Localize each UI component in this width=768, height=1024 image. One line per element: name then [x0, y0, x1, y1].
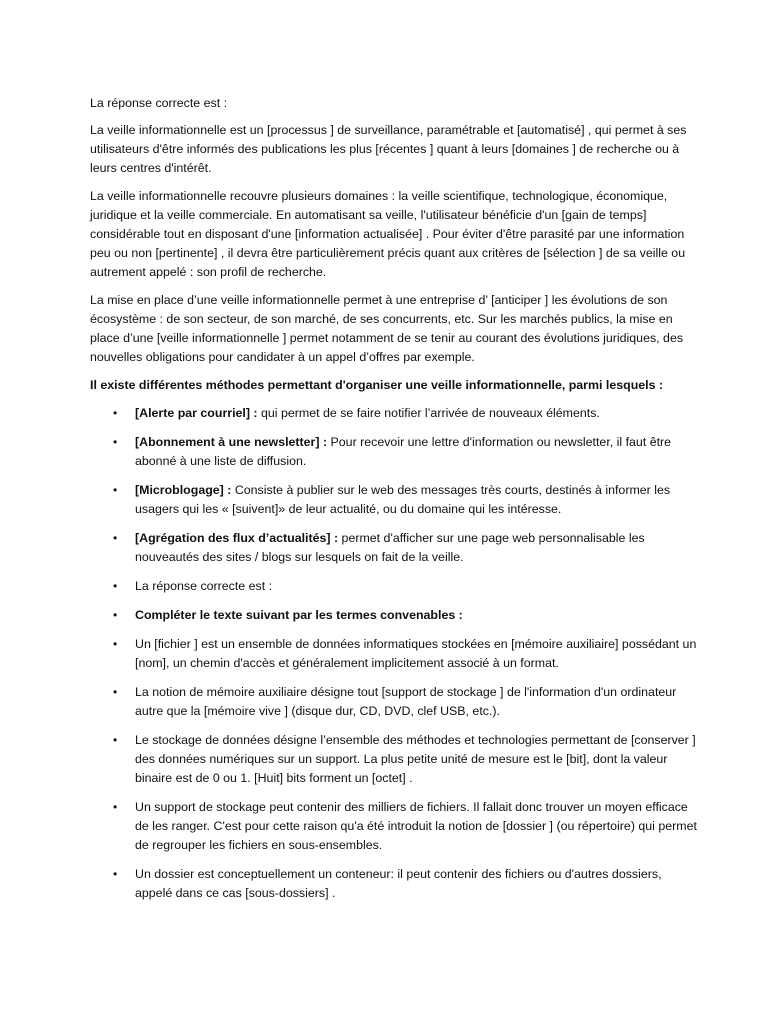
- list-item-term: [Agrégation des flux d’actualités] :: [135, 531, 339, 545]
- methods-heading: Il existe différentes méthodes permettant d'organiser une veille informationnelle, parmi lesquels :: [90, 378, 664, 392]
- list-item-text: Un support de stockage peut contenir des milliers de fichiers. Il fallait donc trouver un moyen efficace de les ranger. C'est pour cette raison qu'a été introduit la notion de [dossier ] (ou répertoire) qui permet de regrouper les fichiers en sous-ensembles.: [135, 800, 697, 852]
- list-item: [90, 433, 698, 471]
- list-item: [90, 731, 698, 788]
- list-item: [90, 635, 698, 673]
- list-item-text: Un dossier est conceptuellement un conteneur: il peut contenir des fichiers ou d'autres dossiers, appelé dans ce cas [sous-dossiers] .: [135, 867, 662, 900]
- list-item: [90, 577, 698, 596]
- list-item: [90, 481, 698, 519]
- list-item: [90, 865, 698, 903]
- list-item: [90, 606, 698, 625]
- paragraph-veille-definition: La veille informationnelle est un [processus ] de surveillance, paramétrable et [automatisé] , qui permet à ses utilisateurs d'être informés des publications les plus [récentes ] quant à leurs [domaines ] de recherche ou à leurs centres d'intérêt.: [90, 123, 687, 175]
- list-item-text: Consiste à publier sur le web des messages très courts, destinés à informer les usagers qui les « [suivent]» de leur actualité, ou du domaine qui les intéresse.: [135, 483, 671, 516]
- list-item-text: La notion de mémoire auxiliaire désigne tout [support de stockage ] de l'information d'un ordinateur autre que la [mémoire vive ] (disque dur, CD, DVD, clef USB, etc.).: [135, 685, 677, 718]
- list-item-text: La réponse correcte est :: [135, 579, 273, 593]
- list-item-text: Pour recevoir une lettre d'information ou newsletter, il faut être abonné à une liste de diffusion.: [135, 435, 672, 468]
- list-item: [90, 529, 698, 567]
- list-item-term: Compléter le texte suivant par les termes convenables :: [135, 608, 463, 622]
- list-item-text: permet d'afficher sur une page web personnalisable les nouveautés des sites / blogs sur lesquels on fait de la veille.: [135, 531, 645, 564]
- list-item-text: Le stockage de données désigne l’ensemble des méthodes et technologies permettant de [conserver ] des données numériques sur un support. La plus petite unité de mesure est le [bit], dont la valeur binaire est de 0 ou 1. [Huit] bits forment un [octet] .: [135, 733, 696, 785]
- list-item: [90, 683, 698, 721]
- list-item: [90, 404, 698, 423]
- list-item: [90, 798, 698, 855]
- list-item-term: [Alerte par courriel] :: [135, 406, 258, 420]
- list-item-term: [Abonnement à une newsletter] :: [135, 435, 328, 449]
- intro-heading: La réponse correcte est :: [90, 96, 228, 110]
- list-item-text: Un [fichier ] est un ensemble de données informatiques stockées en [mémoire auxiliaire] possédant un [nom], un chemin d'accès et généralement implicitement associé à un format.: [135, 637, 697, 670]
- list-item-term: [Microblogage] :: [135, 483, 232, 497]
- paragraph-veille-entreprise: La mise en place d’une veille informationnelle permet à une entreprise d’ [anticiper ] les évolutions de son écosystème : de son secteur, de son marché, de ses concurrents, etc. Sur les marchés publics, la mise en place d’une [veille informationnelle ] permet notamment de se tenir au courant des évolutions juridiques, des nouvelles obligations pour candidater à un appel d’offres par exemple.: [90, 293, 684, 364]
- paragraph-veille-domaines: La veille informationnelle recouvre plusieurs domaines : la veille scientifique, technologique, économique, juridique et la veille commerciale. En automatisant sa veille, l'utilisateur bénéficie d'un [gain de temps] considérable tout en disposant d'une [information actualisée] . Pour éviter d'être parasité par une information peu ou non [pertinente] , il devra être particulièrement précis quant aux critères de [sélection ] de sa veille ou autrement appelé : son profil de recherche.: [90, 189, 686, 279]
- list-item-text: qui permet de se faire notifier l’arrivée de nouveaux éléments.: [257, 406, 600, 420]
- bullet-list: [90, 404, 698, 903]
